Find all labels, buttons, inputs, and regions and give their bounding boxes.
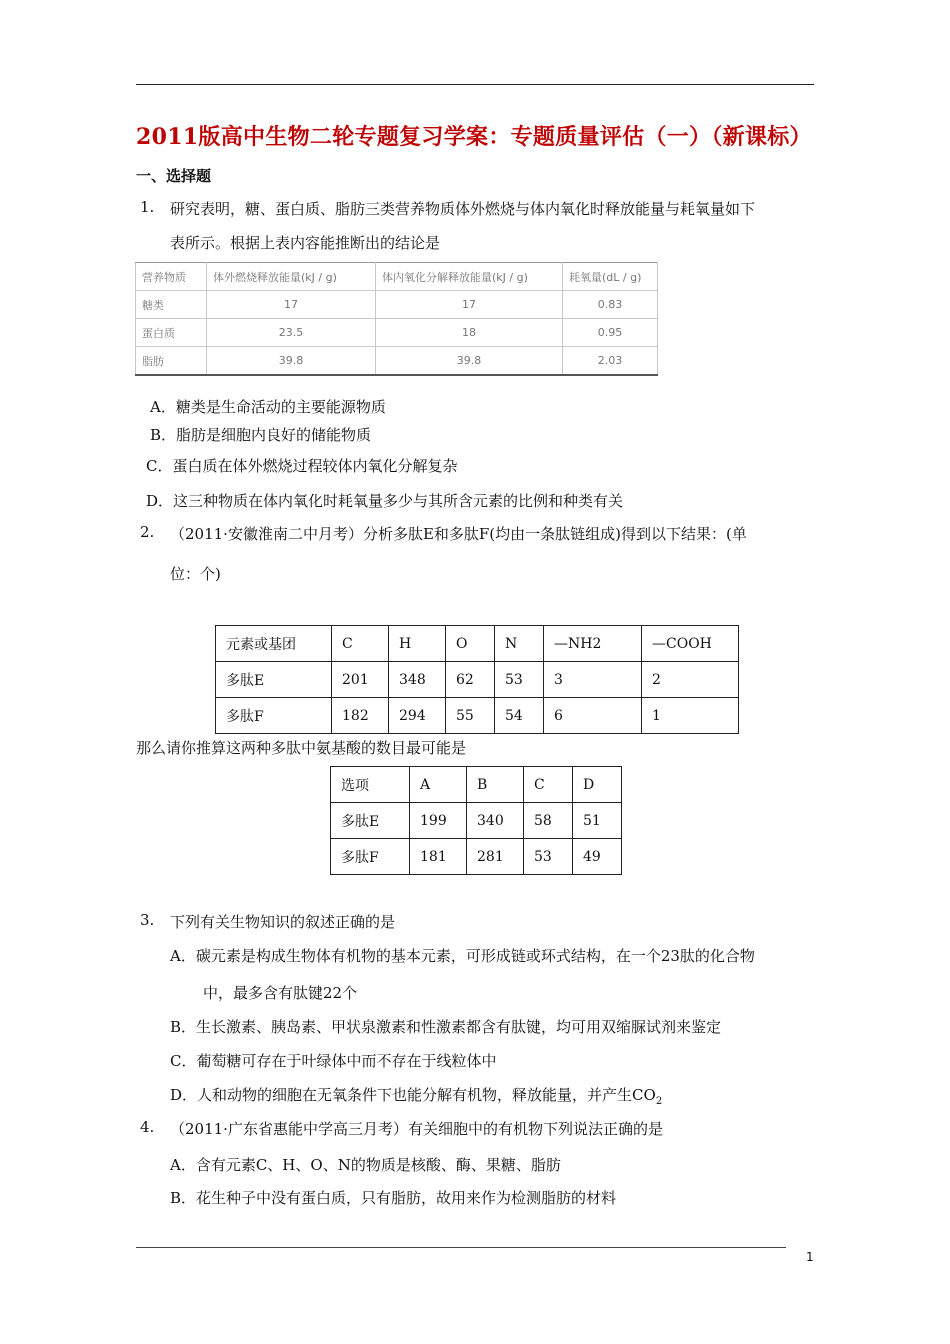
table-cell: 181 xyxy=(410,839,467,875)
table-cell: 281 xyxy=(467,839,524,875)
table-header-cell: H xyxy=(389,626,446,662)
table-header-cell: 选项 xyxy=(331,767,410,803)
table-cell: 62 xyxy=(446,662,495,698)
q3-option-d-subscript: 2 xyxy=(655,1096,663,1107)
page-number: 1 xyxy=(806,1250,814,1264)
table-cell: 0.83 xyxy=(563,291,658,319)
table-row xyxy=(136,291,658,319)
table-cell: 多肽F xyxy=(331,839,410,875)
table-cell: 多肽E xyxy=(216,662,332,698)
q1-stem-line2: 表所示。根据上表内容能推断出的结论是 xyxy=(170,234,441,252)
document-title: 2011版高中生物二轮专题复习学案：专题质量评估（一）（新课标） xyxy=(136,124,812,150)
table-header-row xyxy=(331,767,622,803)
table-header-cell: 耗氧量(dL / g) xyxy=(563,263,658,291)
q4-option-a: A．含有元素C、H、O、N的物质是核酸、酶、果糖、脂肪 xyxy=(170,1156,561,1174)
table-cell: 49 xyxy=(573,839,622,875)
section-heading: 一、选择题 xyxy=(136,167,212,185)
table-cell: 蛋白质 xyxy=(136,319,207,347)
header-rule xyxy=(136,84,814,85)
q4-stem: （2011·广东省惠能中学高三月考）有关细胞中的有机物下列说法正确的是 xyxy=(170,1120,663,1138)
table-cell: 脂肪 xyxy=(136,347,207,376)
table-header-row xyxy=(136,263,658,291)
table-cell: 1 xyxy=(642,698,739,734)
q3-option-d xyxy=(170,1084,662,1107)
table-cell: 53 xyxy=(524,839,573,875)
table-header-cell: 体内氧化分解释放能量(kJ / g) xyxy=(376,263,563,291)
q2-answer-table xyxy=(330,766,622,875)
table-cell: 348 xyxy=(389,662,446,698)
table-cell: 58 xyxy=(524,803,573,839)
table-header-row xyxy=(216,626,739,662)
q2-peptide-table xyxy=(215,625,739,734)
table-cell: 39.8 xyxy=(207,347,376,376)
table-cell: 2 xyxy=(642,662,739,698)
table-cell: 3 xyxy=(544,662,642,698)
table-header-cell: C xyxy=(524,767,573,803)
q1-nutrient-table xyxy=(135,262,658,376)
table-row xyxy=(136,347,658,376)
q1-number: 1. xyxy=(140,198,155,216)
table-cell: 340 xyxy=(467,803,524,839)
q3-stem: 下列有关生物知识的叙述正确的是 xyxy=(170,913,396,931)
table-cell: 18 xyxy=(376,319,563,347)
table-header-cell: —NH2 xyxy=(544,626,642,662)
q1-stem-line1: 研究表明，糖、蛋白质、脂肪三类营养物质体外燃烧与体内氧化时释放能量与耗氧量如下 xyxy=(170,200,756,218)
q2-stem-line2: 位：个) xyxy=(170,565,221,583)
q2-number: 2. xyxy=(140,523,155,541)
table-cell: 199 xyxy=(410,803,467,839)
table-cell: 多肽E xyxy=(331,803,410,839)
table-header-cell: D xyxy=(573,767,622,803)
q1-option-c: C．蛋白质在体外燃烧过程较体内氧化分解复杂 xyxy=(146,457,458,475)
table-row xyxy=(216,698,739,734)
q3-option-c: C．葡萄糖可存在于叶绿体中而不存在于线粒体中 xyxy=(170,1052,497,1070)
table-cell: 23.5 xyxy=(207,319,376,347)
table-cell: 51 xyxy=(573,803,622,839)
table-cell: 17 xyxy=(207,291,376,319)
q2-question: 那么请你推算这两种多肽中氨基酸的数目最可能是 xyxy=(136,739,467,757)
q4-number: 4. xyxy=(140,1118,155,1136)
table-cell: 0.95 xyxy=(563,319,658,347)
q3-option-a-line2: 中，最多含有肽键22个 xyxy=(203,984,358,1002)
q1-option-d: D．这三种物质在体内氧化时耗氧量多少与其所含元素的比例和种类有关 xyxy=(146,492,624,510)
table-row xyxy=(136,319,658,347)
table-cell: 2.03 xyxy=(563,347,658,376)
table-header-cell: N xyxy=(495,626,544,662)
q3-option-d-text: D．人和动物的细胞在无氧条件下也能分解有机物，释放能量，并产生CO xyxy=(170,1086,656,1104)
q3-number: 3. xyxy=(140,911,155,929)
table-cell: 糖类 xyxy=(136,291,207,319)
q3-option-a-line1: A．碳元素是构成生物体有机物的基本元素，可形成链或环式结构，在一个23肽的化合物 xyxy=(170,947,755,965)
table-row xyxy=(331,803,622,839)
table-header-cell: 体外燃烧释放能量(kJ / g) xyxy=(207,263,376,291)
table-header-cell: C xyxy=(332,626,389,662)
table-header-cell: 营养物质 xyxy=(136,263,207,291)
q2-stem-line1: （2011·安徽淮南二中月考）分析多肽E和多肽F(均由一条肽链组成)得到以下结果：(单 xyxy=(170,525,747,543)
table-cell: 53 xyxy=(495,662,544,698)
table-cell: 17 xyxy=(376,291,563,319)
table-header-cell: A xyxy=(410,767,467,803)
table-cell: 39.8 xyxy=(376,347,563,376)
table-cell: 多肽F xyxy=(216,698,332,734)
table-cell: 182 xyxy=(332,698,389,734)
q4-option-b: B．花生种子中没有蛋白质，只有脂肪，故用来作为检测脂肪的材料 xyxy=(170,1189,617,1207)
table-header-cell: 元素或基团 xyxy=(216,626,332,662)
q3-option-b: B．生长激素、胰岛素、甲状泉激素和性激素都含有肽键，均可用双缩脲试剂来鉴定 xyxy=(170,1018,722,1036)
table-cell: 294 xyxy=(389,698,446,734)
table-row xyxy=(216,662,739,698)
q1-option-a: A．糖类是生命活动的主要能源物质 xyxy=(150,398,386,416)
q1-option-b: B．脂肪是细胞内良好的储能物质 xyxy=(150,426,372,444)
table-header-cell: —COOH xyxy=(642,626,739,662)
table-cell: 201 xyxy=(332,662,389,698)
table-header-cell: O xyxy=(446,626,495,662)
table-cell: 55 xyxy=(446,698,495,734)
table-cell: 6 xyxy=(544,698,642,734)
table-row xyxy=(331,839,622,875)
table-cell: 54 xyxy=(495,698,544,734)
footer-rule xyxy=(136,1247,786,1248)
table-header-cell: B xyxy=(467,767,524,803)
